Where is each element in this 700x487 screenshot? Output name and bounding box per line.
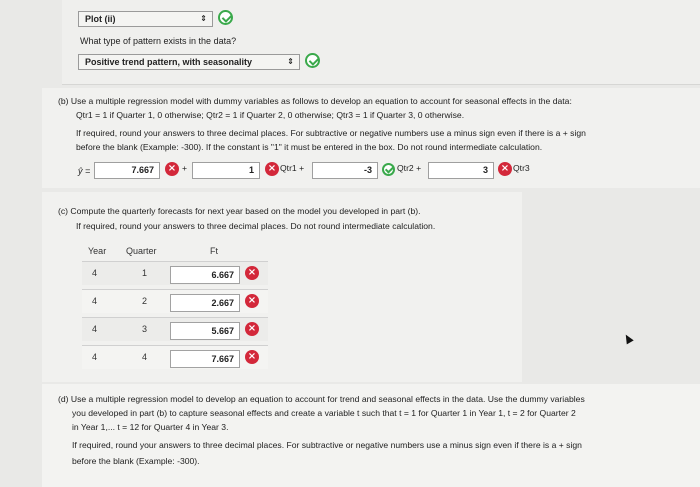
plot-select-value: Plot (ii) [85,14,116,24]
forecast-input[interactable]: 6.667 [170,266,240,284]
incorrect-x-icon: × [498,162,512,176]
incorrect-x-icon: × [165,162,179,176]
part-d-instruction-2: you developed in part (b) to capture seasonal effects and create a variable t such that t = 1 for Quarter 1 in Year 1, t = 2 for Quarter 2 [72,408,576,418]
part-c-rounding-note: If required, round your answers to three decimal places. Do not round intermediate calculation. [76,221,436,231]
quarter-cell: 4 [142,352,148,362]
qtr1-label: Qtr1 + [280,163,305,173]
part-b-rounding-note: If required, round your answers to three decimal places. For subtractive or negative numbers use a minus sign even if there is a + sign [76,128,586,138]
incorrect-x-icon: × [245,322,259,336]
mouse-cursor-icon [622,333,633,345]
yhat-label: ŷ = [78,166,91,176]
qtr3-label: Qtr3 [513,163,530,173]
part-d-rounding-note: If required, round your answers to three decimal places. For subtractive or negative numbers use a minus sign even if there is a + sign [72,440,582,450]
quarter-cell: 1 [142,268,148,278]
part-b-dummy-definition: Qtr1 = 1 if Quarter 1, 0 otherwise; Qtr2 = 1 if Quarter 2, 0 otherwise; Qtr3 = 1 if Quarter 3, 0 otherwise. [76,110,465,120]
plot-select[interactable] [78,11,213,27]
col-header-year: Year [88,246,107,256]
year-cell: 4 [92,352,98,362]
b2-input[interactable]: -3 [312,162,378,179]
part-d-rounding-note-2: before the blank (Example: -300). [72,456,200,466]
correct-check-icon [305,53,320,68]
incorrect-x-icon: × [245,294,259,308]
pattern-select[interactable] [78,54,300,70]
correct-check-icon [218,10,233,25]
part-b-rounding-note-2: before the blank (Example: -300). If the constant is "1" it must be entered in the box. Do not round intermediate calculation. [76,142,543,152]
correct-check-icon [382,163,395,176]
quarter-cell: 3 [142,324,148,334]
part-d-instruction-3: in Year 1,... t = 12 for Quarter 4 in Year 3. [72,422,229,432]
plus-sign: + [182,163,188,173]
year-cell: 4 [92,324,98,334]
year-cell: 4 [92,296,98,306]
forecast-input[interactable]: 2.667 [170,294,240,312]
incorrect-x-icon: × [245,266,259,280]
b3-input[interactable]: 3 [428,162,494,179]
col-header-quarter: Quarter [126,246,157,256]
forecast-input[interactable]: 5.667 [170,322,240,340]
pattern-question: What type of pattern exists in the data? [80,36,237,46]
pattern-select-value: Positive trend pattern, with seasonality [85,57,253,67]
select-arrow-icon: ⇕ [200,14,207,23]
incorrect-x-icon: × [245,350,259,364]
select-arrow-icon: ⇕ [287,57,294,66]
part-b-instruction: (b) Use a multiple regression model with dummy variables as follows to develop an equation to account for seasonal effects in the data: [58,96,572,106]
part-d-instruction: (d) Use a multiple regression model to develop an equation to account for trend and seasonal effects in the data. Use the dummy variables [58,394,585,404]
incorrect-x-icon: × [265,162,279,176]
b1-input[interactable]: 1 [192,162,260,179]
b0-input[interactable]: 7.667 [94,162,160,179]
qtr2-label: Qtr2 + [397,163,422,173]
quarter-cell: 2 [142,296,148,306]
forecast-input[interactable]: 7.667 [170,350,240,368]
part-c-instruction: (c) Compute the quarterly forecasts for next year based on the model you developed in part (b). [58,206,421,216]
col-header-ft: Ft [210,246,218,256]
year-cell: 4 [92,268,98,278]
